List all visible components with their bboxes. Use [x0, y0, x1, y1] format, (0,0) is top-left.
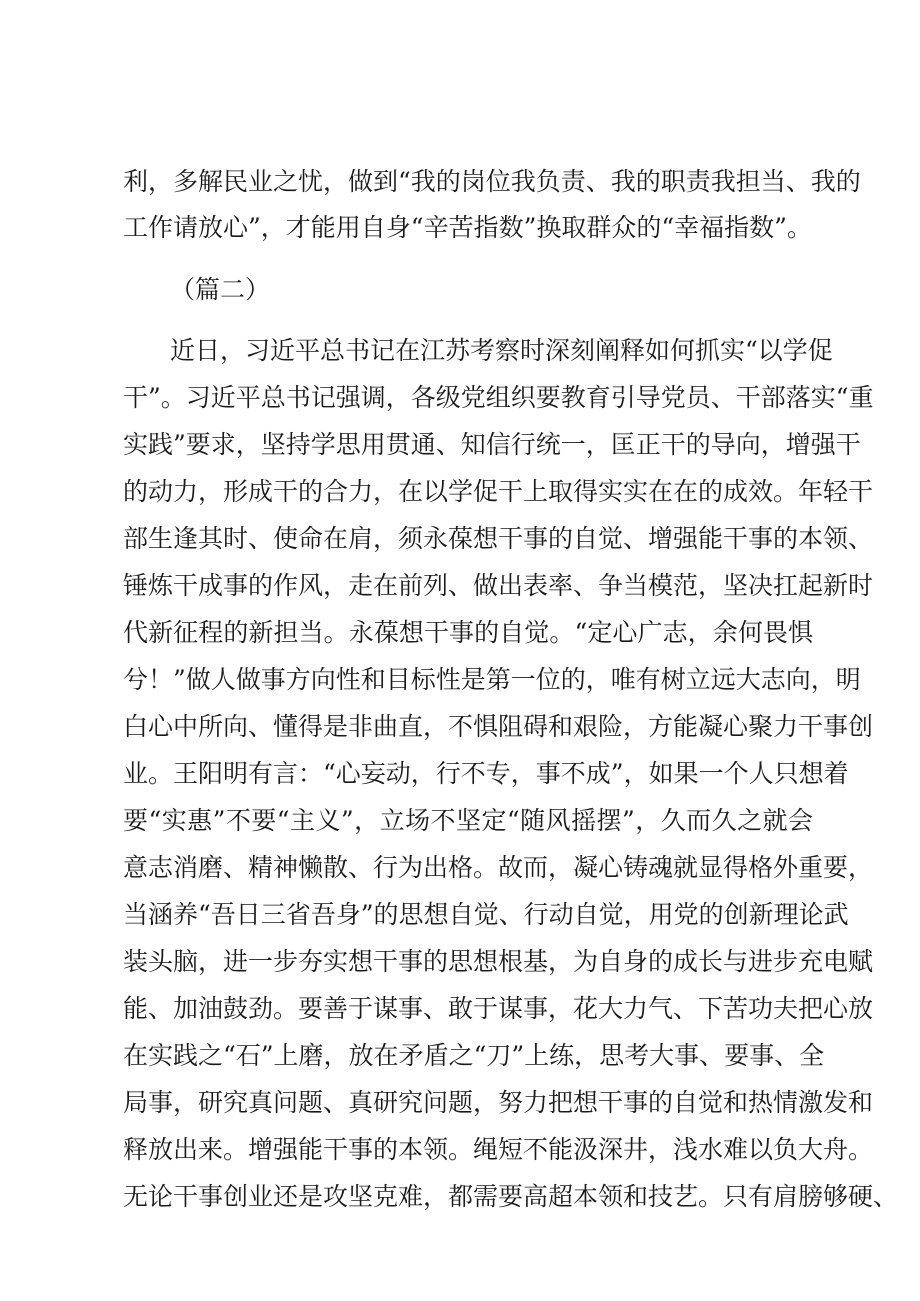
text-line-6: 实践”要求，坚持学思用贯通、知信行统一，匡正干的导向，增强干 — [123, 430, 861, 459]
text-line-13: 业。王阳明有言：“心妄动，行不专，事不成”，如果一个人只想着 — [123, 759, 849, 788]
text-line-8: 部生逢其时、使命在肩，须永葆想干事的自觉、增强能干事的本领、 — [123, 524, 874, 553]
section-heading: （篇二） — [170, 275, 271, 304]
text-line-17: 装头脑，进一步夯实想干事的思想根基，为自身的成长与进步充电赋 — [123, 947, 874, 976]
text-line-10: 代新征程的新担当。永葆想干事的自觉。“定心广志，余何畏惧 — [123, 618, 813, 647]
text-line-7: 的动力，形成干的合力，在以学促干上取得实实在在的成效。年轻干 — [123, 477, 874, 506]
text-line-19: 在实践之“石”上磨，放在矛盾之“刀”上练，思考大事、要事、全 — [123, 1041, 825, 1070]
text-line-9: 锤炼干成事的作风，走在前列、做出表率、争当模范，坚决扛起新时 — [123, 571, 874, 600]
text-line-11: 兮！”做人做事方向性和目标性是第一位的，唯有树立远大志向，明 — [123, 665, 861, 694]
paragraph-first-line: 近日，习近平总书记在江苏考察时深刻阐释如何抓实“以学促 — [170, 336, 833, 365]
text-line-20: 局事，研究真问题、真研究问题，努力把想干事的自觉和热情激发和 — [123, 1088, 874, 1117]
text-line-14: 要“实惠”不要“主义”，立场不坚定“随风摇摆”，久而久之就会 — [123, 806, 813, 835]
text-line-12: 白心中所向、懂得是非曲直，不惧阻碍和艰险，方能凝心聚力干事创 — [123, 712, 874, 741]
text-line-18: 能、加油鼓劲。要善于谋事、敢于谋事，花大力气、下苦功夫把心放 — [123, 994, 874, 1023]
text-line-1: 利，多解民业之忧，做到“我的岗位我负责、我的职责我担当、我的 — [123, 167, 861, 196]
text-line-21: 释放出来。增强能干事的本领。绳短不能汲深井，浅水难以负大舟。 — [123, 1135, 874, 1164]
text-line-22: 无论干事创业还是攻坚克难，都需要高超本领和技艺。只有肩膀够硬、 — [123, 1182, 899, 1211]
text-line-16: 当涵养“吾日三省吾身”的思想自觉、行动自觉，用党的创新理论武 — [123, 900, 849, 929]
text-line-2: 工作请放心”，才能用自身“辛苦指数”换取群众的“幸福指数”。 — [123, 213, 812, 242]
text-line-15: 意志消磨、精神懒散、行为出格。故而，凝心铸魂就显得格外重要， — [123, 853, 874, 882]
text-line-5: 干”。习近平总书记强调，各级党组织要教育引导党员、干部落实“重 — [123, 383, 874, 412]
